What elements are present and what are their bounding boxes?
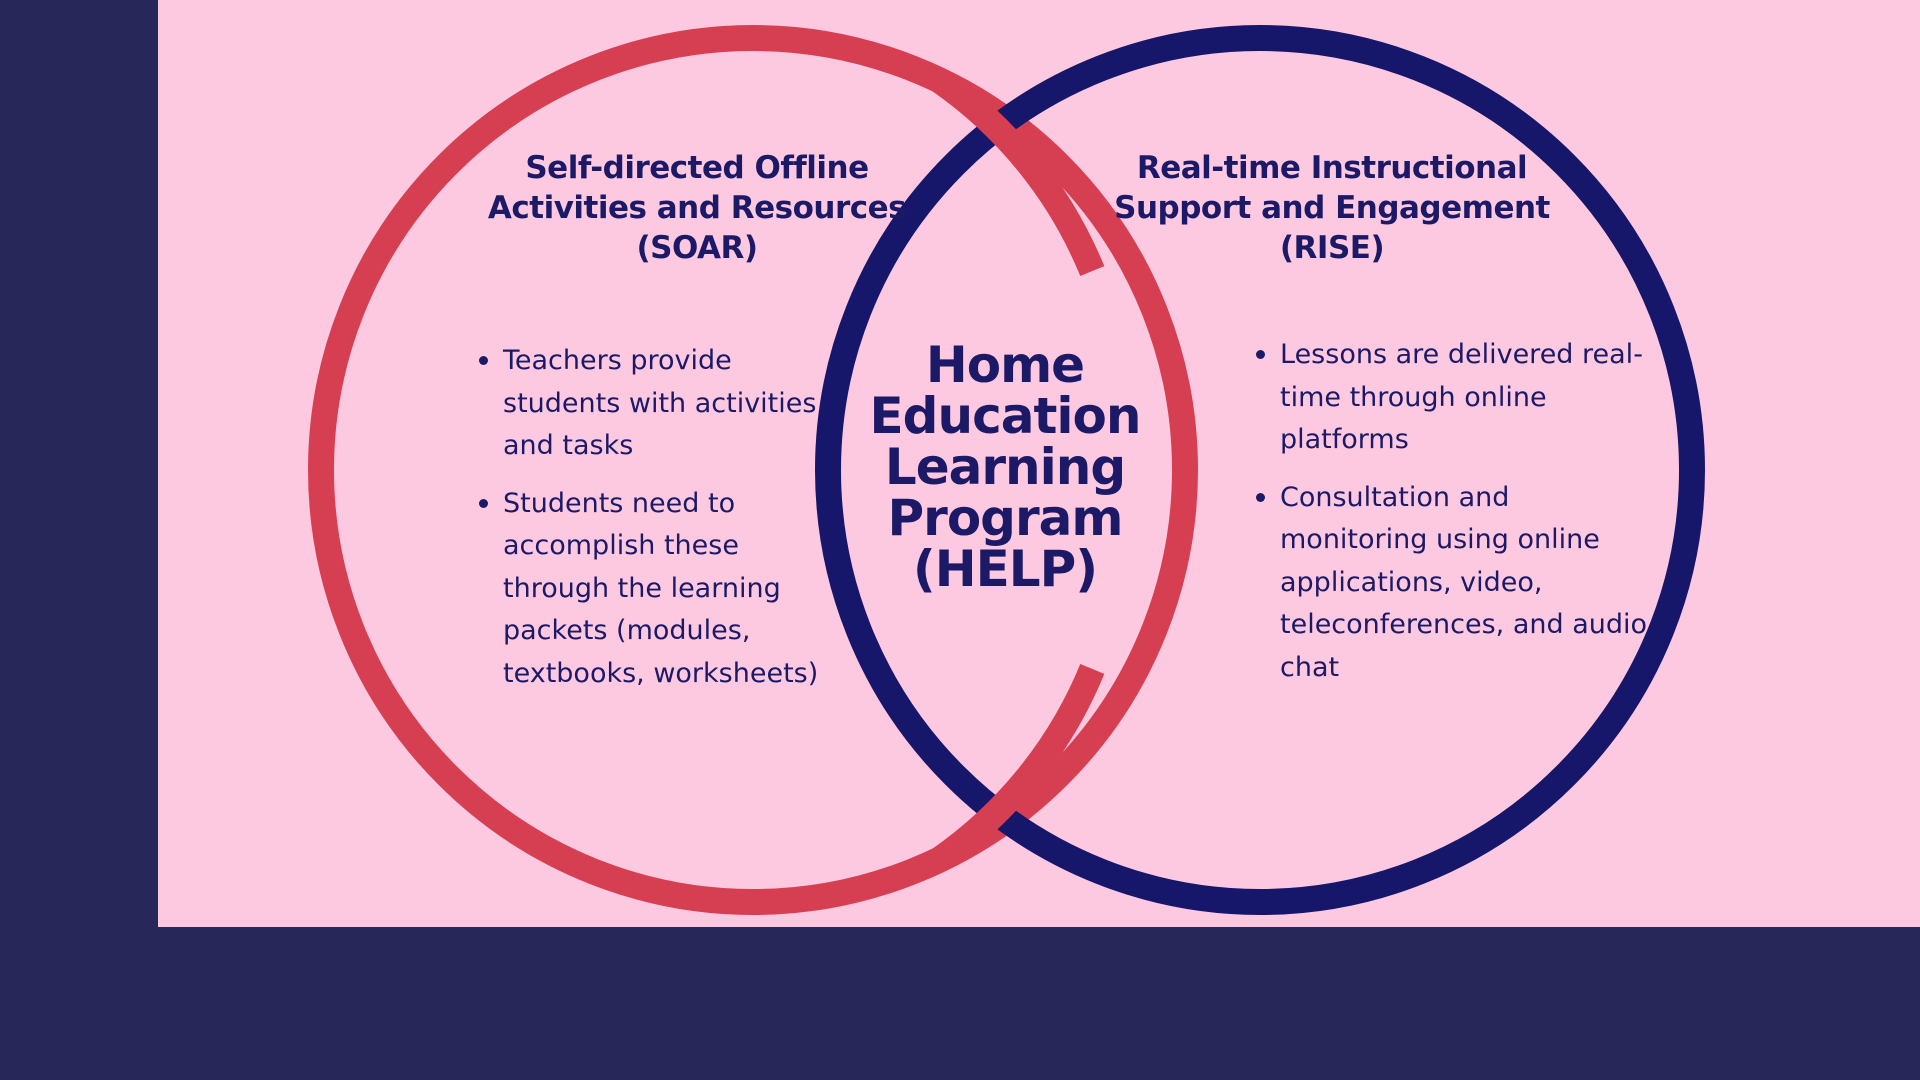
soar-bullet-item bbox=[503, 483, 833, 696]
rise-bullet-list bbox=[1280, 334, 1660, 704]
rise-bullet-item bbox=[1280, 334, 1660, 462]
bullet-dot-icon bbox=[1256, 350, 1265, 359]
soar-bullet-text: Teachers provide students with activities and tasks bbox=[503, 345, 817, 461]
soar-bullet-list bbox=[503, 340, 833, 710]
soar-bullet-item bbox=[503, 340, 833, 468]
rise-bullet-text: Consultation and monitoring using online applications, video, teleconferences, and audio chat bbox=[1280, 481, 1648, 683]
soar-bullet-text: Students need to accomplish these through the learning packets (modules, textbooks, worksheets) bbox=[503, 487, 819, 689]
bullet-dot-icon bbox=[479, 499, 488, 508]
bullet-dot-icon bbox=[479, 356, 488, 365]
rise-title: Real-time Instructional Support and Engagement (RISE) bbox=[1114, 150, 1550, 266]
rise-bullet-item bbox=[1280, 477, 1660, 690]
bullet-dot-icon bbox=[1256, 493, 1265, 502]
rise-bullet-text: Lessons are delivered real-time through online platforms bbox=[1280, 339, 1643, 455]
help-center-label: Home Education Learning Program (HELP) bbox=[869, 336, 1141, 598]
soar-title: Self-directed Offline Activities and Resources (SOAR) bbox=[487, 150, 907, 266]
